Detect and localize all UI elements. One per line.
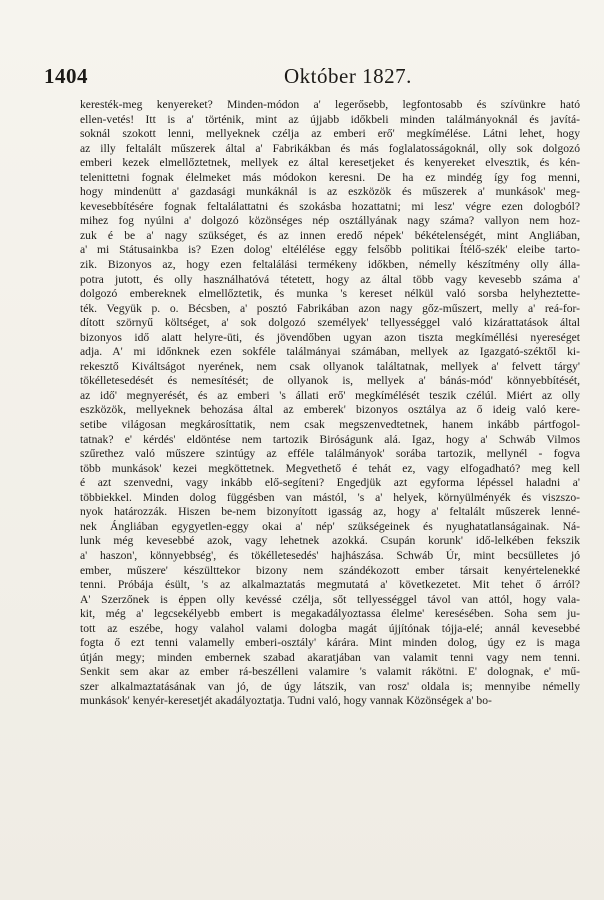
page-header bbox=[44, 64, 574, 90]
text-line: több munkások' kezei megköttetnek. Megvethető é tehát ez, vagy elfogadható? meg kell bbox=[80, 461, 580, 475]
text-line: fogta ő ezt tenni valamelly emberi-osztály' kárára. Mint minden dolog, úgy ez is maga bbox=[80, 636, 580, 650]
running-title: Október 1827. bbox=[284, 64, 412, 88]
text-line: keresték-meg kenyereket? Minden-módon a' legerősebb, legfontosabb és szívünkre ható bbox=[80, 98, 580, 111]
text-line: szer alkalmaztatásának van jó, de úgy látszik, van rosz' oldala is; mennyibe némelly bbox=[80, 679, 580, 693]
text-line: kit, még a' legcsekélyebb embert is megakadályoztassa élelme' keresésében. Soha sem ju- bbox=[80, 607, 580, 621]
text-line: eszközök, mellyeknek behozása által az emberek' bizonyos osztálya az ő ideig való kere- bbox=[80, 403, 580, 417]
text-line: kevesebbítésére fognak feltalálattatni és szokásba hozattatni; mi lesz' végre ezen dologból? bbox=[80, 199, 580, 213]
text-line: telenittetni fognak élelmeket más módokon keresni. De ha ez mindég így fog menni, bbox=[80, 170, 580, 184]
text-line: tökélletesedését és nemesítését; de ollyanok is, mellyek a' bánás-mód' könnyebbítését, bbox=[80, 374, 580, 388]
text-line: az illy feltalált műszerek által a' Fabrikákban és más foglalatosságoknál, olly sok dolgozó bbox=[80, 141, 580, 155]
text-line: adja. A' mi időnknek ezen sokféle találmányai számában, mellyek az Igazgató-széktől ki- bbox=[80, 345, 580, 359]
text-line: emberi kezek elmellőztetnek, mellyek ez által keresetjeket és kenyereket elvesztik, és kén- bbox=[80, 156, 580, 170]
text-line: setibe világosan megkárosíttatik, nem csak megszenvedtetnek, hanem inkább pártfogol- bbox=[80, 418, 580, 432]
text-line: útján megy; minden embernek szabad akaratjában van valamit tenni vagy nem tenni. bbox=[80, 650, 580, 664]
text-line: A' Szerzőnek is éppen olly kevéssé czélja, sőt tellyességgel távol van attól, hogy vala- bbox=[80, 592, 580, 606]
text-line: mihez fog nyúlni a' dolgozó közönséges nép osztállyának nagy száma? vallyon nem hoz- bbox=[80, 214, 580, 228]
text-line: nek Ángliában egygyetlen-eggy okai a' nép' szükségeinek és nyughatatlanságainak. Ná- bbox=[80, 519, 580, 533]
text-line: nyok határozzák. Hiszen be-nem bizonyított igasság az, hogy a' feltalált műszerek lenné- bbox=[80, 505, 580, 519]
text-line: ték. Vegyük p. o. Bécsben, a' posztó Fabrikában azon nagy gőz-műszert, melly a' reá-for- bbox=[80, 301, 580, 315]
text-line: tatnak? e' kérdés' eldöntése nem tartozik Biróságunk alá. Igaz, hogy a' Schwáb Vilmos bbox=[80, 432, 580, 446]
text-line: é azt szenvedni, vagy inkább elő-segíteni? Engedjük azt egyforma lépéssel haladni a' bbox=[80, 476, 580, 490]
text-line: ember, műszere' készülttekor bizony nem szándékozott ember társait kenyértelenekké bbox=[80, 563, 580, 577]
text-line: tott az eszébe, hogy valahol valami dologba magát újjítónak tójja-elé; annál kevesebbé bbox=[80, 621, 580, 635]
text-line: tenni. Próbája ésült, 's az alkalmaztatás megmutatá a' következetet. Mit tehet ő árról? bbox=[80, 578, 580, 592]
text-line: dított szörnyű költséget, a' sok dolgozó személyek' tellyességgel való kizárattatások által bbox=[80, 316, 580, 330]
text-line: bizonyos idő alatt helyre-üti, és jövendőben ugyan azon tiszta megkíméllési nyereséget bbox=[80, 330, 580, 344]
text-line: hogy mindenütt a' gazdasági munkáknál is az eszközök és műszerek a' munkások' meg- bbox=[80, 185, 580, 199]
text-line: Senkit sem akar az ember rá-beszélleni valamire 's valamit rákötni. E' dolognak, e' mű- bbox=[80, 665, 580, 679]
text-line: rekesztő Kiváltságot nyerének, nem csak ollyanok találtatnak, mellyek a' felvett tárgy' bbox=[80, 359, 580, 373]
text-line: dolgozó embereknek elmellőztetik, és munka 's kereset nélkül való sorsba helyheztette- bbox=[80, 287, 580, 301]
body-text bbox=[80, 98, 580, 709]
text-line: munkások' kenyér-keresetjét akadályoztatja. Tudni való, hogy vannak Közönségek a' bo- bbox=[80, 694, 492, 708]
text-line: lunk még kevesebbé azok, vagy lehetnek azokká. Csupán korunk' idő-lelkében fekszik bbox=[80, 534, 580, 548]
text-line: a' mi Státusainkba is? Ezen dolog' eltélélése eggy felsőbb politikai Ítélő-szék' eleibe tarto- bbox=[80, 243, 580, 257]
text-line: a' haszon', könnyebbség', és tökélletesedés' hajhászása. Schwáb Úr, mint becsülletes jó bbox=[80, 548, 580, 562]
text-line: potra jutott, és olly használhatóvá tétetett, hogy az által több vagy kevesebb száma a' bbox=[80, 272, 580, 286]
text-line: szűrethez való műszere szintúgy az efféle találmányok' sorába tartozik, mellynél - fogva bbox=[80, 447, 580, 461]
text-line: ellen-vetés! Itt is a' történik, mint az újjabb időkbeli minden találmányoknál és javítá- bbox=[80, 112, 580, 126]
text-line: zuk é be a' nagy szükséget, és az innen eredő népek' békételenségét, mint Angliában, bbox=[80, 228, 580, 242]
text-line: zik. Bizonyos az, hogy ezen feltalálási termékeny időkben, némelly készítmény olly álla- bbox=[80, 258, 580, 272]
text-line: többiekkel. Minden dolog függésben van mástól, 's a' helyek, környülményék és viszszo- bbox=[80, 490, 580, 504]
text-line: soknál szokott lenni, mellyeknek czélja az emberi erő' megkímélése. Látni lehet, hogy bbox=[80, 127, 580, 141]
page-number: 1404 bbox=[44, 64, 88, 88]
text-line: az idő' megnyerését, és az emberi 's állati erő' megkímélését teszik czélúl. Miért az olly bbox=[80, 388, 580, 402]
